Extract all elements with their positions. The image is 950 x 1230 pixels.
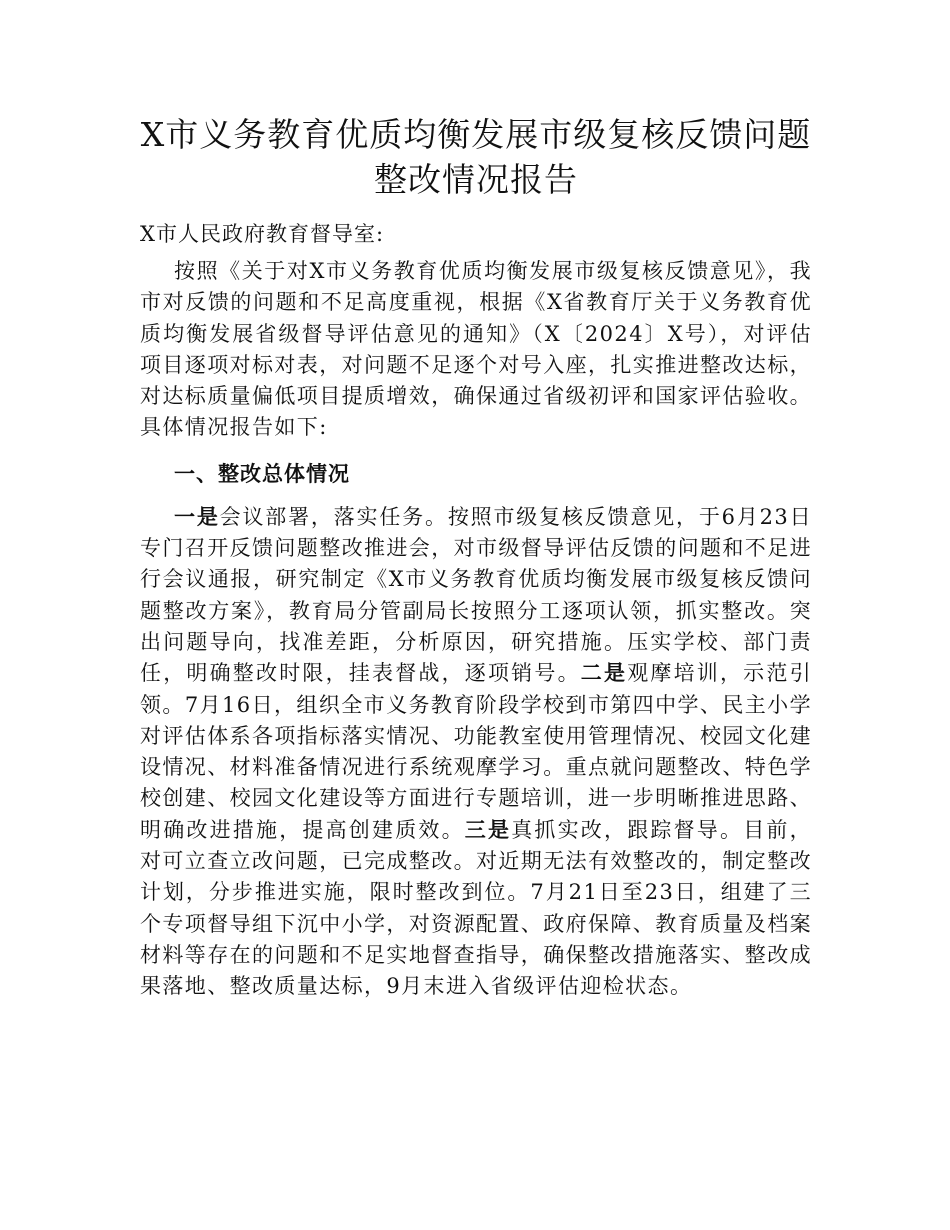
- title-line-2: 整改情况报告: [374, 160, 578, 199]
- point-three-text: 真抓实改，跟踪督导。目前，对可立查立改问题，已完成整改。对近期无法有效整改的，制定整改计划，分步推进实施，限时整改到位。7月21日至23日，组建了三个专项督导组下沉中小学，对资源配置、政府保障、教育质量及档案材料等存在的问题和不足实地督查指导，确保整改措施落实、整改成果落地、整改质量达标，9月末进入省级评估迎检状态。: [140, 817, 812, 999]
- point-one-text: 会议部署，落实任务。按照市级复核反馈意见，于6月23日专门召开反馈问题整改推进会，对市级督导评估反馈的问题和不足进行会议通报，研究制定《X市义务教育优质均衡发展市级复核反馈问题整改方案》，教育局分管副局长按照分工逐项认领，抓实整改。突出问题导向，找准差距，分析原因，研究措施。压实学校、部门责任，明确整改时限，挂表督战，逐项销号。: [140, 504, 812, 686]
- point-two-lead: 二是: [580, 661, 628, 686]
- salutation: X市人民政府教育督导室:: [140, 222, 385, 246]
- section-paragraph: [140, 502, 812, 1003]
- document-title: [140, 112, 812, 202]
- title-line-1: X市义务教育优质均衡发展市级复核反馈问题: [140, 115, 812, 154]
- point-two-text: 观摩培训，示范引领。7月16日，组织全市义务教育阶段学校到市第四中学、民主小学对评估体系各项指标落实情况、功能教室使用管理情况、校园文化建设情况、材料准备情况进行系统观摩学习。重点就问题整改、特色学校创建、校园文化建设等方面进行专题培训，进一步明晰推进思路、明确改进措施，提高创建质效。: [140, 661, 812, 842]
- point-three-lead: 三是: [464, 817, 512, 842]
- intro-paragraph: 按照《关于对X市义务教育优质均衡发展市级复核反馈意见》，我市对反馈的问题和不足高度重视，根据《X省教育厅关于义务教育优质均衡发展省级督导评估意见的通知》（X〔2024〕X号），对评估项目逐项对标对表，对问题不足逐个对号入座，扎实推进整改达标，对达标质量偏低项目提质增效，确保通过省级初评和国家评估验收。具体情况报告如下:: [140, 259, 812, 440]
- point-one-lead: 一是: [174, 504, 220, 529]
- section-heading: 一、整改总体情况: [174, 461, 350, 486]
- document-body: [140, 112, 812, 1003]
